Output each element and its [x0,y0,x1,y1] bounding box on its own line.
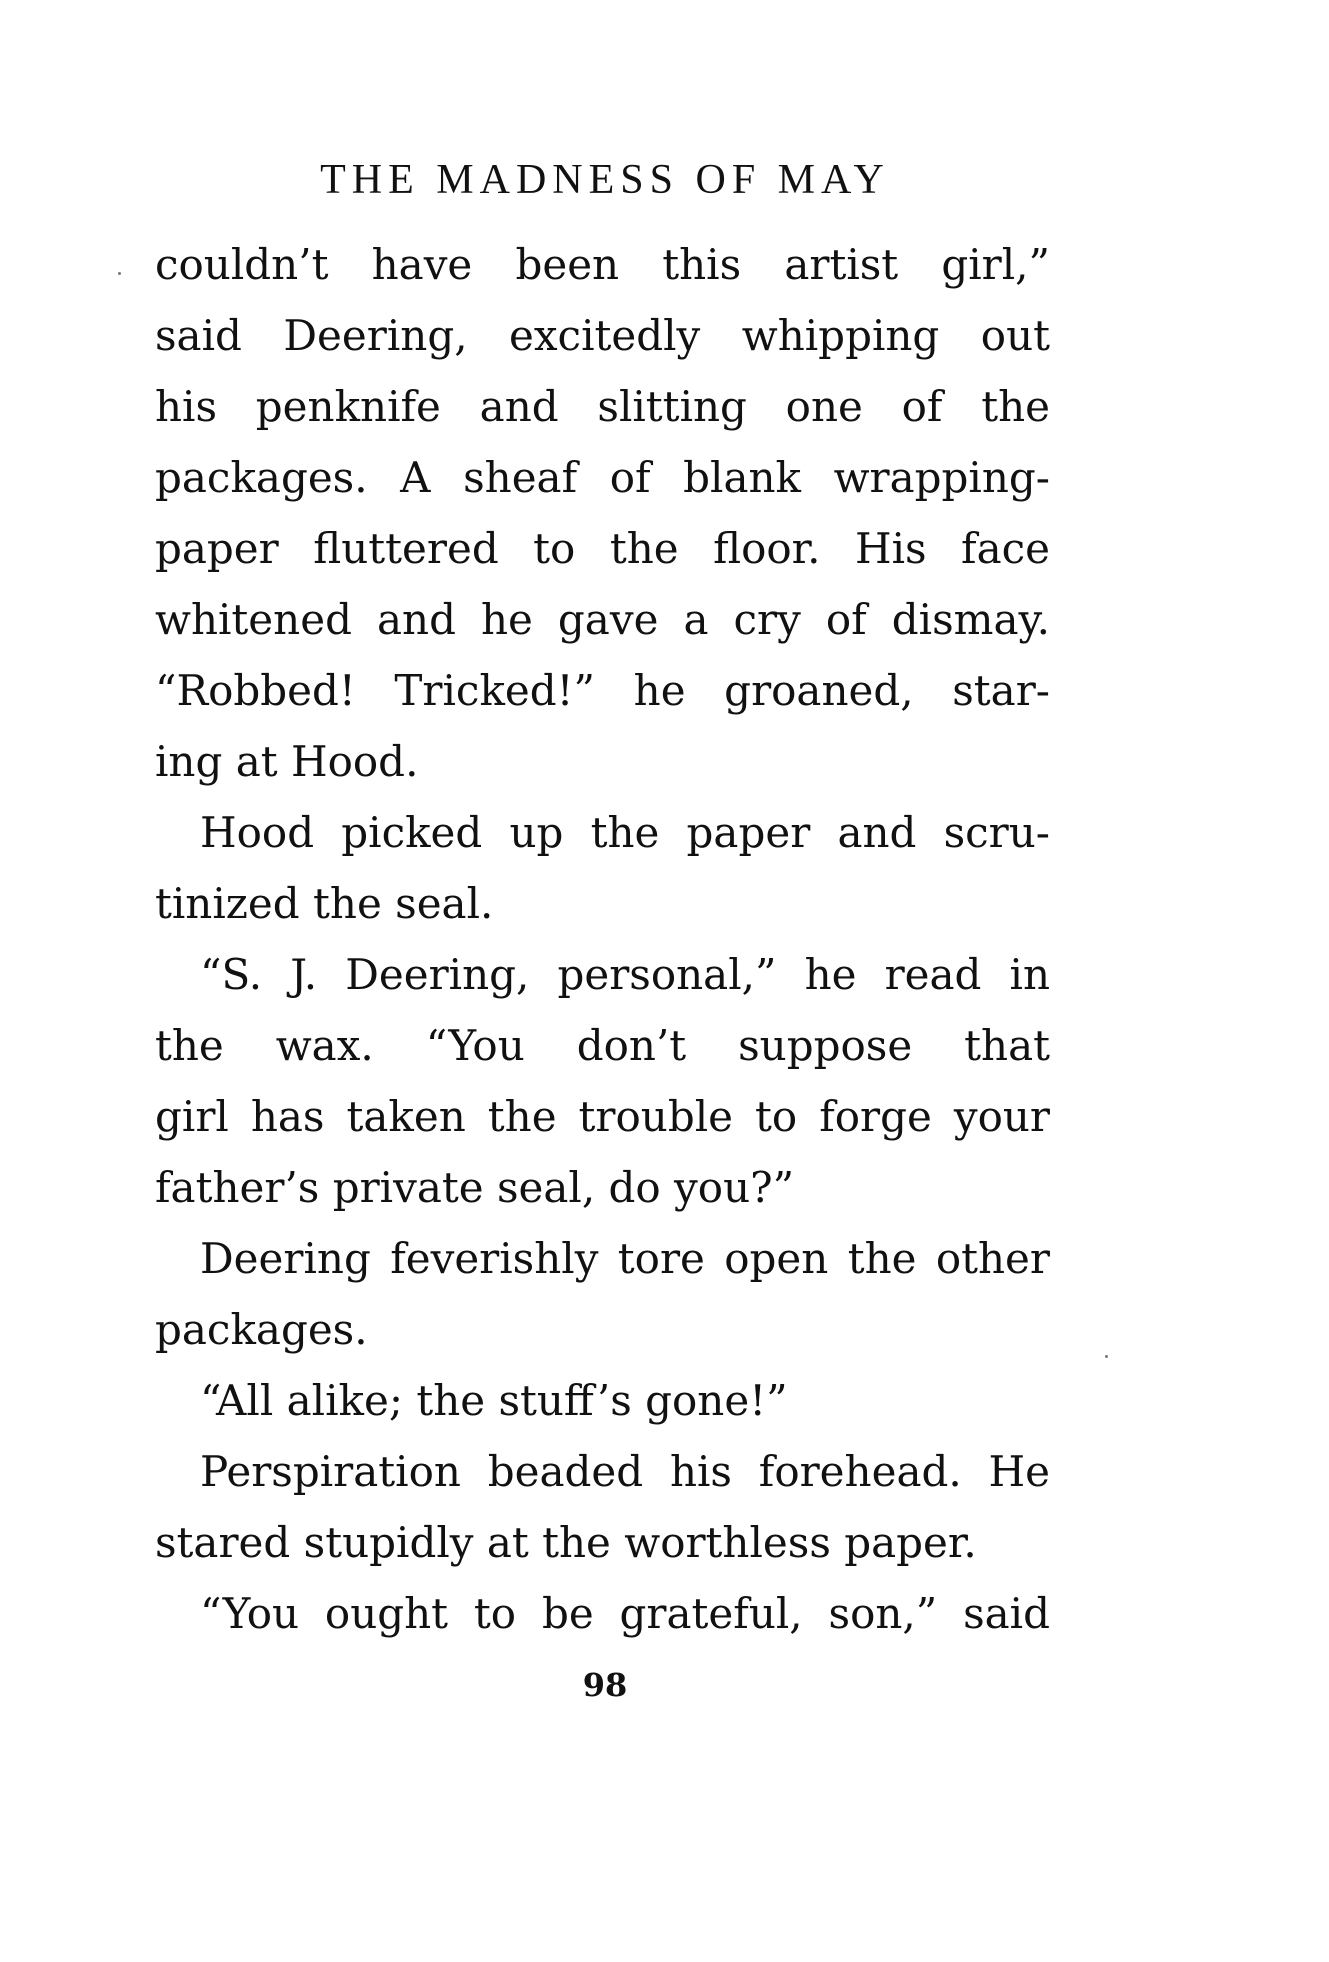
text-line-13: girl has taken the trouble to forge your [155,1092,1050,1141]
text-line-1: couldn’t have been this artist girl,” [155,240,1050,289]
text-line-18: Perspiration beaded his forehead. He [200,1447,1050,1496]
paper-speck [1105,1355,1108,1358]
text-line-4: packages. A sheaf of blank wrapping- [155,453,1050,502]
text-line-2: said Deering, excitedly whipping out [155,311,1050,360]
text-line-12: the wax. “You don’t suppose that [155,1021,1050,1070]
text-line-7: “Robbed! Tricked!” he groaned, star- [155,666,1050,715]
text-line-20: “You ought to be grateful, son,” said [200,1589,1050,1638]
text-line-16: packages. [155,1305,368,1354]
text-line-6: whitened and he gave a cry of dismay. [155,595,1050,644]
text-line-14: father’s private seal, do you?” [155,1163,795,1212]
paper-speck [118,272,121,275]
text-line-19: stared stupidly at the worthless paper. [155,1518,977,1567]
text-line-8: ing at Hood. [155,737,419,786]
text-line-17: “All alike; the stuff’s gone!” [200,1376,788,1425]
running-head: THE MADNESS OF MAY [320,157,890,203]
text-line-15: Deering feverishly tore open the other [200,1234,1050,1283]
page-number: 98 [582,1666,628,1704]
text-line-11: “S. J. Deering, personal,” he read in [200,950,1050,999]
text-line-10: tinized the seal. [155,879,494,928]
text-line-9: Hood picked up the paper and scru- [200,808,1050,857]
text-line-3: his penknife and slitting one of the [155,382,1050,431]
text-line-5: paper fluttered to the floor. His face [155,524,1050,573]
